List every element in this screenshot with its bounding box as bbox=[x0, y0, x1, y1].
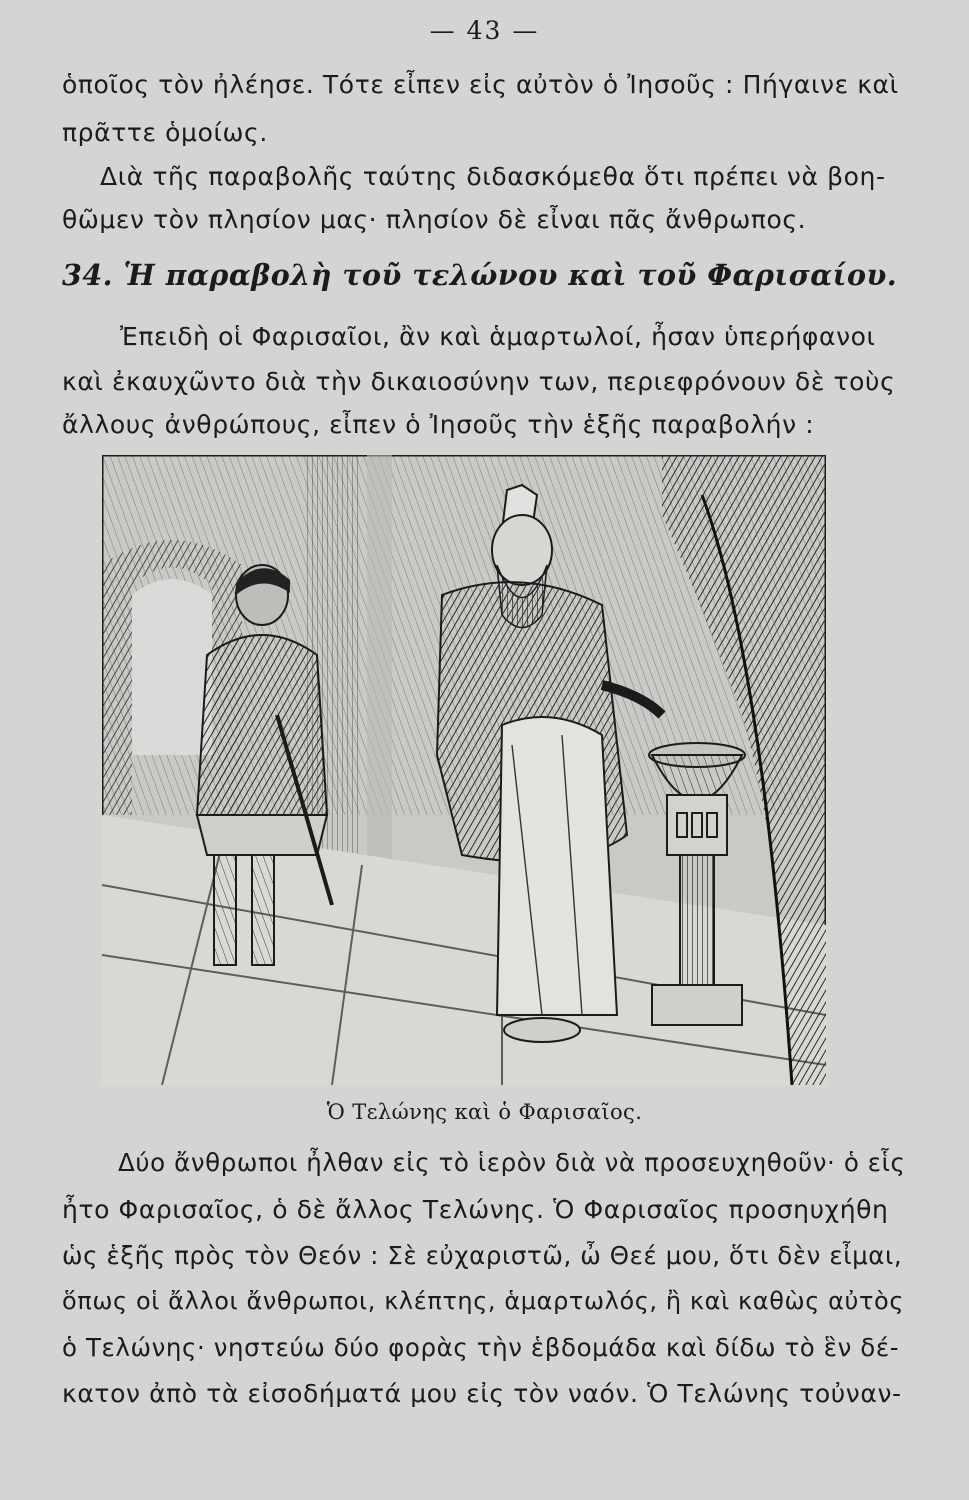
paragraph-line: θῶμεν τὸν πλησίον μας· πλησίον δὲ εἶναι πᾶς ἄνθρωπος. bbox=[62, 205, 807, 234]
engraving-illustration bbox=[102, 455, 826, 1085]
paragraph-line: ἦτο Φαρισαῖος, ὁ δὲ ἄλλος Τελώνης. Ὁ Φαρισαῖος προσηυχήθη bbox=[62, 1195, 889, 1224]
illustration-svg bbox=[102, 455, 826, 1085]
paragraph-line: Δύο ἄνθρωποι ἦλθαν εἰς τὸ ἱερὸν διὰ νὰ προσευχηθοῦν· ὁ εἷς bbox=[118, 1148, 906, 1177]
page-number: — 43 — bbox=[429, 16, 540, 45]
section-heading: 34. Ἡ παραβολὴ τοῦ τελώνου καὶ τοῦ Φαρισαίου. bbox=[62, 258, 898, 292]
paragraph-line: ὅπως οἱ ἄλλοι ἄνθρωποι, κλέπτης, ἁμαρτωλός, ἢ καὶ καθὼς αὐτὸς bbox=[62, 1287, 905, 1315]
paragraph-line: πρᾶττε ὁμοίως. bbox=[62, 118, 268, 147]
paragraph-line: Ἐπειδὴ οἱ Φαρισαῖοι, ἂν καὶ ἁμαρτωλοί, ἦσαν ὑπερήφανοι bbox=[120, 322, 876, 351]
paragraph-line: ἄλλους ἀνθρώπους, εἶπεν ὁ Ἰησοῦς τὴν ἑξῆς παραβολήν : bbox=[62, 410, 815, 439]
paragraph-line: ὁποῖος τὸν ἠλέησε. Τότε εἶπεν εἰς αὐτὸν ὁ Ἰησοῦς : Πήγαινε καὶ bbox=[62, 70, 899, 99]
paragraph-line: καὶ ἐκαυχῶντο διὰ τὴν δικαιοσύνην των, περιεφρόνουν δὲ τοὺς bbox=[62, 367, 896, 396]
paragraph-line: κατον ἀπὸ τὰ εἰσοδήματά μου εἰς τὸν ναόν. Ὁ Τελώνης τοὐναν- bbox=[62, 1379, 902, 1408]
figure-caption: Ὁ Τελώνης καὶ ὁ Φαρισαῖος. bbox=[326, 1100, 643, 1124]
paragraph-line: ὡς ἑξῆς πρὸς τὸν Θεόν : Σὲ εὐχαριστῶ, ὦ Θεέ μου, ὅτι δὲν εἶμαι, bbox=[62, 1241, 903, 1270]
paragraph-line: Διὰ τῆς παραβολῆς ταύτης διδασκόμεθα ὅτι πρέπει νὰ βοη- bbox=[100, 162, 886, 191]
paragraph-line: ὁ Τελώνης· νηστεύω δύο φορὰς τὴν ἑβδομάδα καὶ δίδω τὸ ἓν δέ- bbox=[62, 1333, 900, 1362]
